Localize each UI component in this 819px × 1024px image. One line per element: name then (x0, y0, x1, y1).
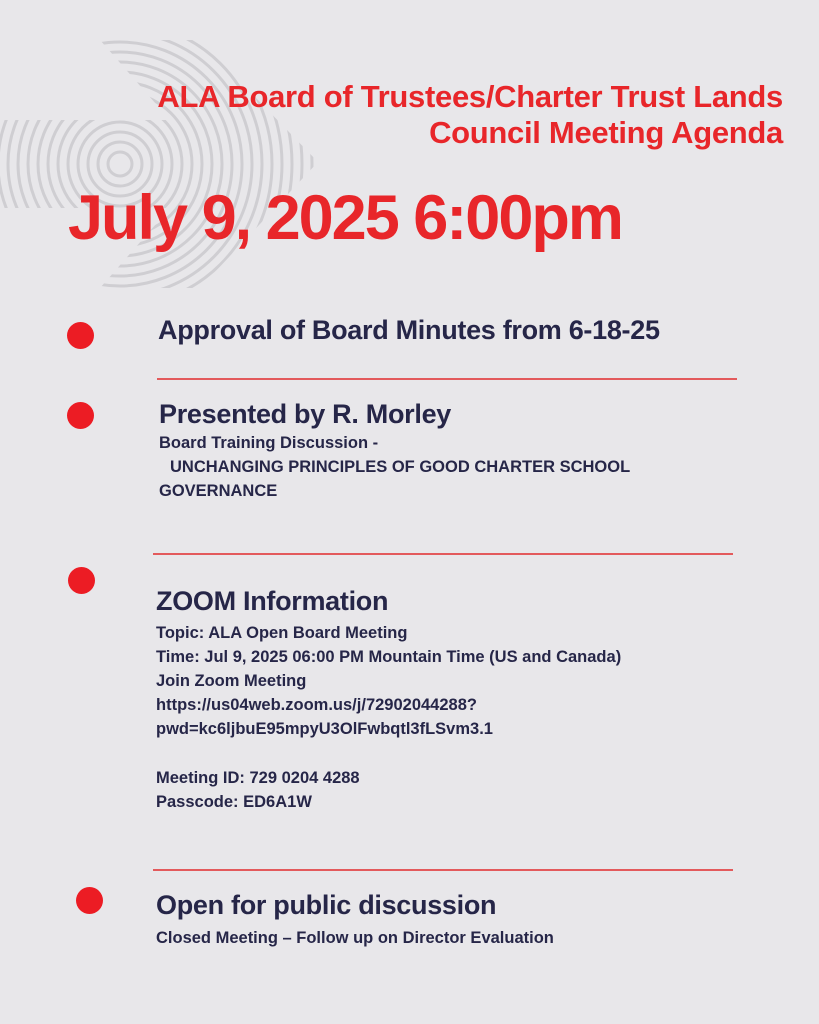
header-title-line2: Council Meeting Agenda (429, 115, 783, 150)
zoom-link-line[interactable]: pwd=kc6ljbuE95mpyU3OlFwbqtl3fLSvm3.1 (156, 720, 493, 738)
divider (157, 378, 737, 380)
meeting-date: July 9, 2025 6:00pm (68, 183, 622, 253)
zoom-link-line[interactable]: https://us04web.zoom.us/j/72902044288? (156, 696, 477, 714)
header-title-line1: ALA Board of Trustees/Charter Trust Lands (157, 79, 783, 114)
bullet-dot (76, 887, 103, 914)
item-line: GOVERNANCE (159, 482, 278, 500)
item-line: UNCHANGING PRINCIPLES OF GOOD CHARTER SCHOOL (170, 458, 631, 476)
arrow-target-graphic (0, 36, 330, 296)
bullet-dot (68, 567, 95, 594)
item-line: Time: Jul 9, 2025 06:00 PM Mountain Time (US and Canada) (156, 648, 622, 666)
bullet-dot (67, 402, 94, 429)
divider (153, 869, 733, 871)
item-heading: Open for public discussion (156, 890, 497, 920)
divider (153, 553, 733, 555)
item-line: Topic: ALA Open Board Meeting (156, 624, 408, 642)
bullet-dot (67, 322, 94, 349)
item-line: Board Training Discussion - (159, 434, 379, 452)
meeting-id: Meeting ID: 729 0204 4288 (156, 769, 360, 787)
item-line: Closed Meeting – Follow up on Director Evaluation (156, 929, 554, 947)
passcode: Passcode: ED6A1W (156, 793, 312, 811)
item-line: Join Zoom Meeting (156, 672, 307, 690)
item-heading: Approval of Board Minutes from 6-18-25 (158, 315, 660, 345)
item-heading: ZOOM Information (156, 586, 389, 616)
item-heading: Presented by R. Morley (159, 399, 451, 429)
